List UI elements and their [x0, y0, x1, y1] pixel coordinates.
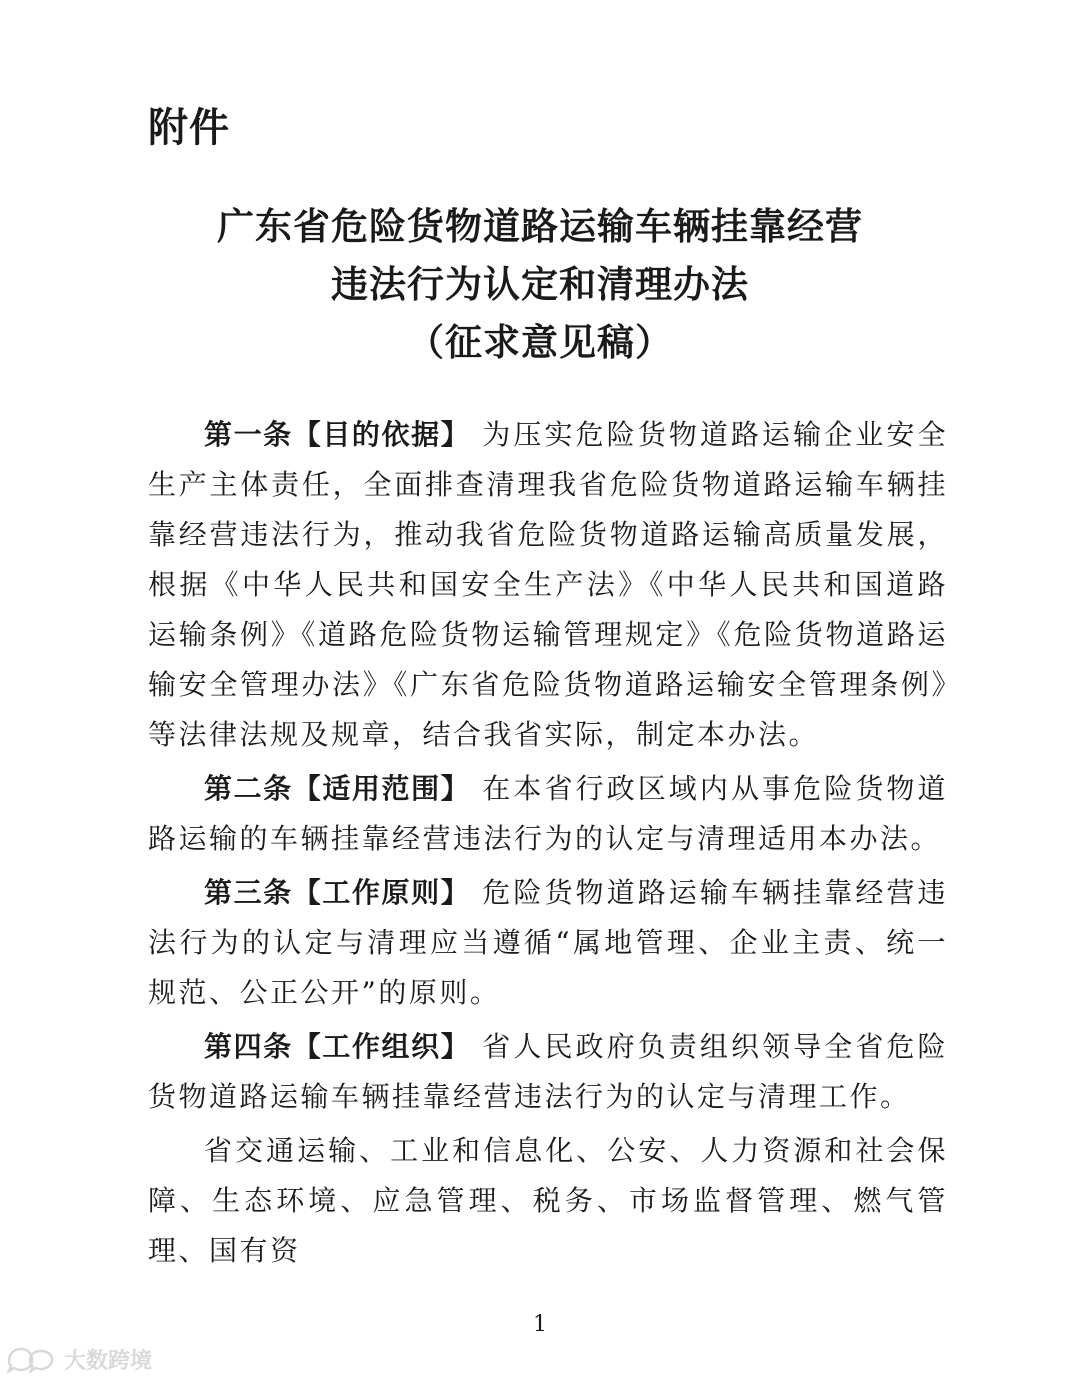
- article-2-heading: 第二条【适用范围】: [204, 772, 471, 805]
- document-body: [148, 410, 948, 1280]
- article-1: [148, 410, 948, 760]
- article-2-text: 在本省行政区域内从事危险货物道路运输的车辆挂靠经营违法行为的认定与清理适用本办法。: [148, 772, 948, 855]
- document-title: [0, 198, 1080, 372]
- title-line-3: （征求意见稿）: [407, 321, 673, 364]
- article-4-continuation: 省交通运输、工业和信息化、公安、人力资源和社会保障、生态环境、应急管理、税务、市场监督管理、燃气管理、国有资: [148, 1134, 948, 1267]
- article-4: [148, 1022, 948, 1122]
- article-2: [148, 764, 948, 864]
- title-line-2: 违法行为认定和清理办法: [331, 263, 749, 306]
- article-1-heading: 第一条【目的依据】: [204, 418, 471, 451]
- title-line-1: 广东省危险货物道路运输车辆挂靠经营: [217, 205, 863, 248]
- article-3: [148, 868, 948, 1018]
- article-3-heading: 第三条【工作原则】: [204, 876, 471, 909]
- watermark: [4, 1344, 152, 1375]
- chat-bubble-logo-icon: [4, 1345, 58, 1375]
- page-number: 1: [533, 1312, 547, 1337]
- article-1-text: 为压实危险货物道路运输企业安全生产主体责任，全面排查清理我省危险货物道路运输车辆挂靠经营违法行为，推动我省危险货物道路运输高质量发展，根据《中华人民共和国安全生产法》《中华人民共和国道路运输条例》《道路危险货物运输管理规定》《危险货物道路运输安全管理办法》《广东省危险货物道路运输安全管理条例》等法律法规及规章，结合我省实际，制定本办法。: [148, 418, 948, 751]
- watermark-text: 大数跨境: [64, 1349, 153, 1374]
- article-3-text: 危险货物道路运输车辆挂靠经营违法行为的认定与清理应当遵循“属地管理、企业主责、统一规范、公正公开”的原则。: [148, 876, 948, 1009]
- article-4-text: 省人民政府负责组织领导全省危险货物道路运输车辆挂靠经营违法行为的认定与清理工作。: [148, 1030, 948, 1113]
- article-4-heading: 第四条【工作组织】: [204, 1030, 471, 1063]
- attachment-label: 附件: [148, 105, 230, 151]
